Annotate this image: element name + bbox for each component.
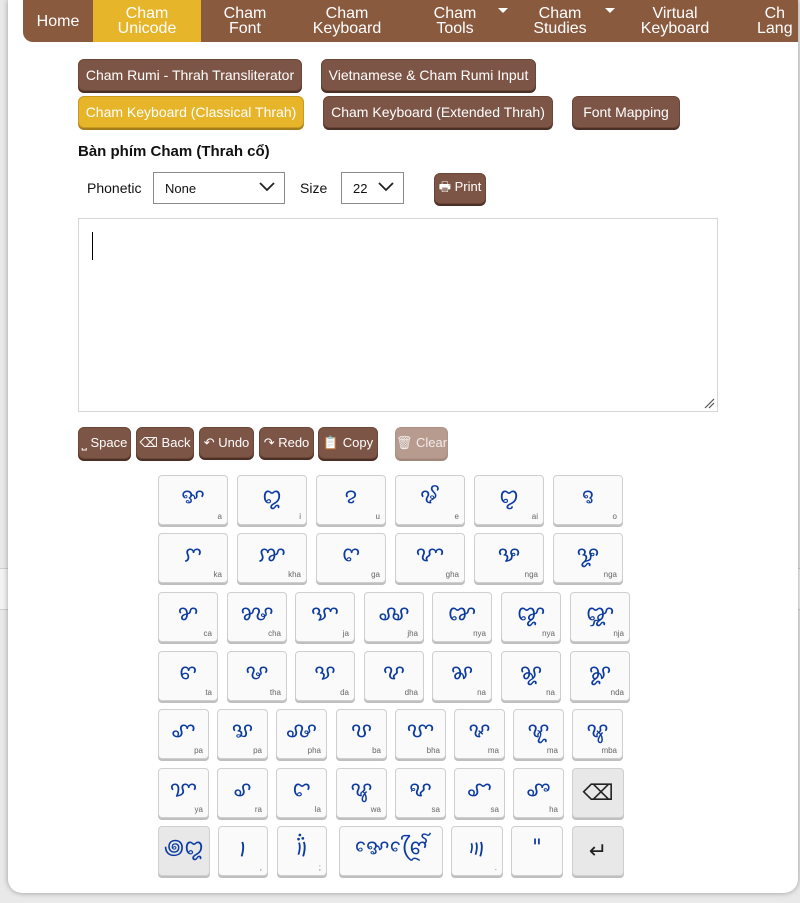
keyboard-key[interactable] <box>276 709 327 759</box>
keyboard-key[interactable] <box>336 709 387 759</box>
vietnamese-rumi-input-button[interactable]: Vietnamese & Cham Rumi Input <box>321 59 536 91</box>
keyboard-key[interactable] <box>316 475 386 525</box>
keyboard-key[interactable] <box>158 826 210 876</box>
cham-text-input[interactable] <box>78 218 718 412</box>
keyboard-key[interactable] <box>501 592 561 642</box>
key-glyph: ꨢ <box>169 777 198 801</box>
phonetic-label: Phonetic <box>87 180 142 196</box>
keyboard-key[interactable] <box>553 475 623 525</box>
keyboard-key[interactable] <box>451 826 503 876</box>
key-glyph: ꨓ <box>178 660 198 684</box>
key-label: pha <box>307 746 321 755</box>
key-glyph: ꨂ <box>344 484 358 508</box>
keyboard-key[interactable] <box>218 826 268 876</box>
key-label: sa <box>431 805 440 814</box>
key-label: cha <box>268 629 281 638</box>
nav-cham-font[interactable] <box>201 0 289 42</box>
keyboard-key[interactable] <box>570 592 630 642</box>
key-glyph: ꨍ <box>240 601 274 625</box>
key-label: sa <box>490 805 499 814</box>
nav-label-line1: Cham <box>433 5 477 22</box>
key-label: i <box>299 512 301 521</box>
keyboard-key[interactable] <box>227 651 287 701</box>
key-glyph: ⌫ <box>582 781 614 806</box>
key-glyph: ꨠ <box>527 718 550 742</box>
keyboard-key[interactable] <box>276 768 327 818</box>
phonetic-select-value: None <box>165 180 197 196</box>
nav-label-line2: Tools <box>436 20 474 37</box>
key-glyph: ꨁ <box>262 484 282 508</box>
key-glyph: ꨉ <box>415 542 445 566</box>
key-glyph: ꨖ <box>383 660 405 684</box>
key-label: nya <box>473 629 486 638</box>
keyboard-key[interactable] <box>395 709 446 759</box>
app-window <box>8 0 798 893</box>
text-cursor <box>92 232 93 260</box>
key-label: jha <box>407 629 418 638</box>
redo-button[interactable]: ↷ Redo <box>259 427 314 458</box>
keyboard-key[interactable] <box>158 651 218 701</box>
size-select-value: 22 <box>353 180 368 196</box>
keyboard-key[interactable] <box>570 651 630 701</box>
nav-label-line1: Cham <box>325 5 369 22</box>
nav-cham-keyboard[interactable] <box>289 0 405 42</box>
classical-keyboard-button[interactable]: Cham Keyboard (Classical Thrah) <box>78 96 304 128</box>
key-label: na <box>477 688 486 697</box>
key-glyph: ꨥ <box>350 777 373 801</box>
key-glyph: ꨕ <box>314 660 336 684</box>
key-glyph: ꨟ <box>468 718 491 742</box>
key-glyph: ꨆ <box>184 542 202 566</box>
nav-label-line2: Unicode <box>117 20 177 37</box>
key-label: gha <box>445 570 459 579</box>
chevron-down-icon <box>605 8 615 13</box>
key-glyph: ꨗ <box>450 660 474 684</box>
key-label: ma <box>546 746 558 755</box>
key-glyph: ꨄ <box>499 484 519 508</box>
keyboard-key[interactable] <box>158 592 218 642</box>
key-glyph: ꨧ <box>467 777 492 801</box>
key-label: la <box>314 805 321 814</box>
keyboard-key[interactable] <box>501 651 561 701</box>
keyboard-key[interactable] <box>316 533 386 583</box>
key-label: ya <box>194 805 203 814</box>
key-label: ; <box>318 863 321 872</box>
nav-label-line2: Studies <box>533 20 587 37</box>
keyboard-key[interactable] <box>277 826 327 876</box>
nav-label-line2: Lang <box>757 20 793 37</box>
key-glyph: ꨊ <box>497 542 521 566</box>
keyboard-key[interactable] <box>158 709 209 759</box>
key-glyph: ꨝ <box>350 718 373 742</box>
nav-virtual-keyboard[interactable] <box>615 0 735 42</box>
nav-cham-unicode[interactable] <box>93 0 201 42</box>
key-glyph: ꨛ <box>231 718 254 742</box>
key-glyph: ꨎ <box>311 601 339 625</box>
nav-label-line1: Virtual <box>652 5 698 22</box>
key-label: o <box>612 512 617 521</box>
key-label: ga <box>371 570 380 579</box>
key-label: a <box>217 512 222 521</box>
key-label: nga <box>603 570 617 579</box>
nav-label-line1: Cham <box>223 5 267 22</box>
key-glyph: ꩝ <box>238 835 248 859</box>
key-label: da <box>340 688 349 697</box>
key-label: pa <box>253 746 262 755</box>
backspace-key[interactable] <box>572 768 624 818</box>
key-label: ba <box>372 746 381 755</box>
key-label: kha <box>288 570 301 579</box>
key-label: dha <box>404 688 418 697</box>
key-glyph: ꨜ <box>285 718 318 742</box>
key-glyph: ꨅ <box>581 484 595 508</box>
nav-home-label: Home <box>36 12 80 30</box>
nav-label-line1: Cham <box>125 5 169 22</box>
key-glyph: ꨙ <box>588 660 612 684</box>
keyboard-key[interactable] <box>227 592 287 642</box>
font-mapping-button[interactable]: Font Mapping <box>572 96 680 128</box>
keyboard-key[interactable] <box>474 475 544 525</box>
key-label: ma <box>487 746 499 755</box>
keyboard-key[interactable] <box>364 592 424 642</box>
key-glyph: ꨔ <box>245 660 269 684</box>
undo-button[interactable]: ↶ Undo <box>199 427 254 458</box>
key-glyph: ꨃ <box>420 484 440 508</box>
key-label: nda <box>610 688 624 697</box>
key-glyph: ꨋ <box>576 542 600 566</box>
keyboard-key[interactable] <box>339 826 443 876</box>
key-glyph: ꨤ <box>292 777 311 801</box>
copy-button[interactable]: 📋 Copy <box>318 427 378 459</box>
key-label: ca <box>203 629 212 638</box>
size-label: Size <box>300 180 328 196</box>
key-glyph: ꨚ <box>171 718 196 742</box>
keyboard-key[interactable] <box>572 709 623 759</box>
keyboard-key[interactable] <box>295 651 355 701</box>
key-label: tha <box>269 688 281 697</box>
keyboard-key[interactable] <box>395 475 465 525</box>
key-glyph: ꨣ <box>233 777 252 801</box>
nav-cham-tools[interactable] <box>405 0 505 42</box>
clear-button[interactable]: 🗑 Clear <box>395 427 448 459</box>
resize-grip-icon[interactable] <box>703 397 715 409</box>
page-title: Bàn phím Cham (Thrah cổ) <box>78 143 270 160</box>
key-label: ai <box>531 512 538 521</box>
key-label: pa <box>194 746 203 755</box>
key-glyph: ꨞ <box>406 718 435 742</box>
key-label: nga <box>524 570 538 579</box>
nav-label-line2: Font <box>228 20 261 37</box>
key-glyph: ꨒ <box>585 601 615 625</box>
keyboard-key[interactable] <box>432 651 492 701</box>
key-label: wa <box>370 805 381 814</box>
print-button[interactable]: 🖶 Print <box>434 173 486 204</box>
keyboard-key[interactable] <box>158 533 228 583</box>
keyboard-key[interactable] <box>295 592 355 642</box>
key-label: , <box>259 863 262 872</box>
keyboard-key[interactable] <box>217 768 268 818</box>
keyboard-key[interactable] <box>474 533 544 583</box>
key-label: ja <box>342 629 349 638</box>
space-button[interactable]: ⎵ Space <box>78 427 131 459</box>
key-label: ha <box>549 805 558 814</box>
nav-cham-studies[interactable] <box>505 0 615 42</box>
key-label: ra <box>254 805 262 814</box>
key-label: ta <box>205 688 212 697</box>
keyboard-key[interactable] <box>158 768 209 818</box>
key-glyph: ꨨ <box>526 777 551 801</box>
key-label: nya <box>542 629 555 638</box>
keyboard-key[interactable] <box>553 533 623 583</box>
key-label: na <box>546 688 555 697</box>
nav-home[interactable] <box>23 0 93 42</box>
rumi-transliterator-button[interactable]: Cham Rumi - Thrah Transliterator <box>78 59 302 91</box>
key-glyph: " <box>532 835 542 859</box>
nav-label-line1: Ch <box>764 5 786 22</box>
key-glyph: ꨘ <box>519 660 543 684</box>
key-glyph: ꩜ꨁ <box>164 835 204 859</box>
nav-cham-language[interactable] <box>735 0 798 42</box>
key-glyph: ꨏ <box>378 601 410 625</box>
key-label: mba <box>601 746 617 755</box>
key-glyph: ꨀ <box>181 484 205 508</box>
phonetic-select[interactable] <box>153 172 285 204</box>
keyboard-key[interactable] <box>454 709 505 759</box>
keyboard-key[interactable] <box>513 768 564 818</box>
key-glyph: ꨡ <box>586 718 609 742</box>
keyboard-key[interactable] <box>336 768 387 818</box>
top-nav <box>23 0 798 42</box>
keyboard-key[interactable] <box>395 533 465 583</box>
chevron-down-icon <box>258 181 276 193</box>
keyboard-key[interactable] <box>454 768 505 818</box>
key-glyph: ꨦ <box>409 777 432 801</box>
chevron-down-icon <box>377 181 395 193</box>
keyboard-key[interactable] <box>237 533 307 583</box>
enter-key[interactable] <box>572 826 624 876</box>
keyboard-key[interactable] <box>364 651 424 701</box>
keyboard-key[interactable] <box>395 768 446 818</box>
key-label: u <box>375 512 380 521</box>
key-glyph: ꨇ <box>258 542 286 566</box>
keyboard-key[interactable] <box>432 592 492 642</box>
key-label: e <box>454 512 459 521</box>
back-button[interactable]: ⌫ Back <box>136 427 194 459</box>
nav-label-line2: Keyboard <box>640 20 710 37</box>
key-glyph: ↵ <box>588 839 608 864</box>
extended-keyboard-button[interactable]: Cham Keyboard (Extended Thrah) <box>323 96 553 128</box>
key-glyph: ꨀꨯꨓꨴꨯꨱ <box>354 835 428 859</box>
key-label: nja <box>613 629 624 638</box>
keyboard-key[interactable] <box>511 826 563 876</box>
key-glyph: ꨐ <box>447 601 477 625</box>
key-label: ka <box>213 570 222 579</box>
key-label: bha <box>426 746 440 755</box>
key-glyph: ꩟ <box>467 835 487 859</box>
key-glyph: ꨌ <box>177 601 199 625</box>
nav-label-line1: Cham <box>538 5 582 22</box>
nav-label-line2: Keyboard <box>312 20 382 37</box>
keyboard-key[interactable] <box>237 475 307 525</box>
key-glyph: ꨑ <box>516 601 546 625</box>
key-label: . <box>494 863 497 872</box>
key-glyph: ꩞ <box>295 835 309 859</box>
keyboard-key[interactable] <box>158 475 228 525</box>
key-glyph: ꨈ <box>341 542 361 566</box>
size-select[interactable] <box>341 172 404 204</box>
keyboard-key[interactable] <box>217 709 268 759</box>
keyboard-key[interactable] <box>513 709 564 759</box>
